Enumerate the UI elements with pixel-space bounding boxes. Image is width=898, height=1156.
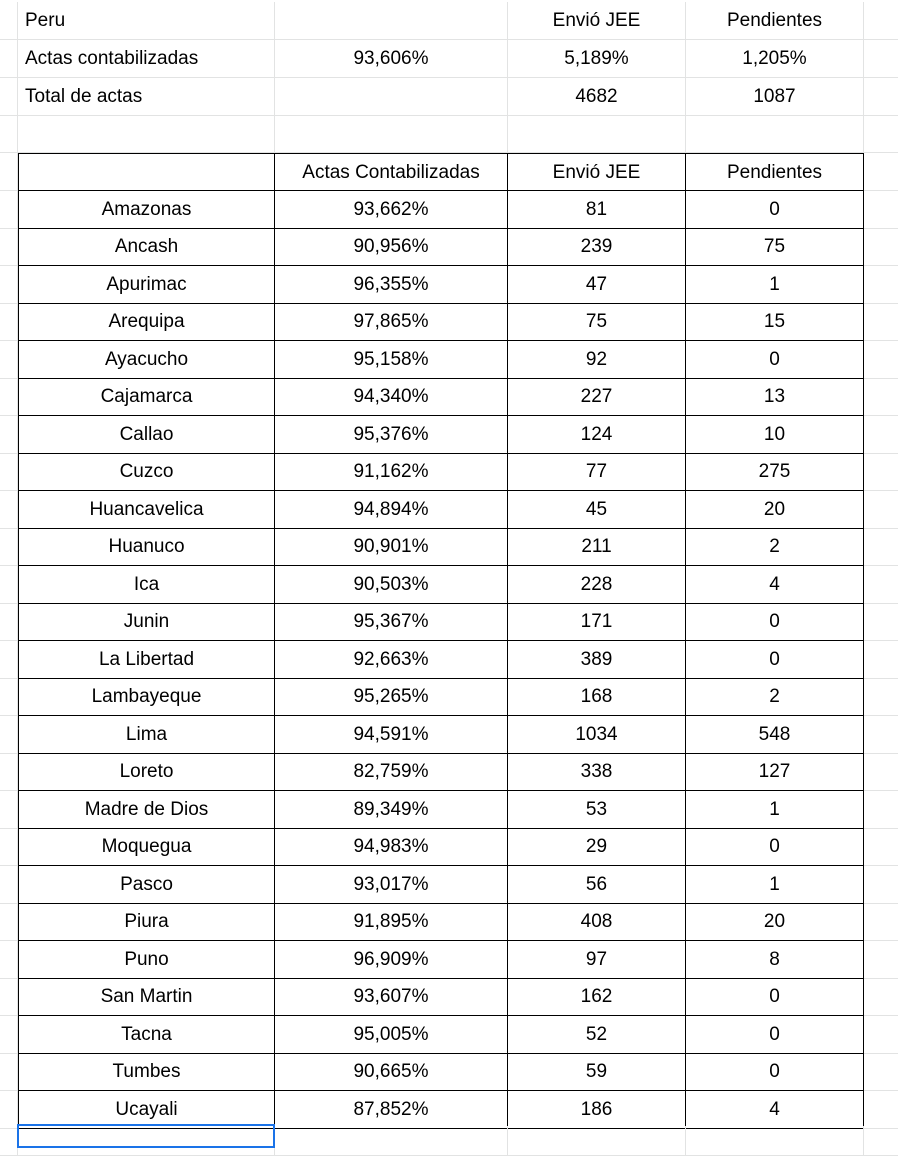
cell[interactable] [0, 1126, 18, 1156]
table-row [0, 641, 898, 679]
cell[interactable] [0, 904, 18, 942]
cell[interactable] [864, 866, 898, 904]
cell-pendientes[interactable]: 0 [686, 1016, 864, 1054]
cell[interactable] [0, 341, 18, 379]
cell-actas-contabilizadas[interactable]: 94,340% [275, 379, 508, 417]
cell-region[interactable]: Puno [18, 941, 275, 979]
cell[interactable] [0, 1054, 18, 1092]
table-row [0, 604, 898, 642]
cell[interactable] [0, 191, 18, 229]
cell-region[interactable]: Loreto [18, 754, 275, 792]
cell[interactable] [864, 1016, 898, 1054]
cell-region[interactable]: Arequipa [18, 304, 275, 342]
table-row [0, 829, 898, 867]
cell-pendientes[interactable]: 0 [686, 979, 864, 1017]
cell-pendientes[interactable]: 0 [686, 191, 864, 229]
cell-total-pct[interactable] [275, 78, 508, 116]
cell[interactable] [864, 791, 898, 829]
table-row [0, 379, 898, 417]
cell-pendientes[interactable]: 20 [686, 491, 864, 529]
cell-actas-contabilizadas[interactable]: 97,865% [275, 304, 508, 342]
cell-envio-jee[interactable]: 162 [508, 979, 686, 1017]
cell-region[interactable]: Ucayali [18, 1091, 275, 1129]
cell[interactable] [864, 1054, 898, 1092]
cell[interactable] [864, 566, 898, 604]
cell-envio-jee[interactable]: 29 [508, 829, 686, 867]
cell-region[interactable]: San Martin [18, 979, 275, 1017]
table-header-row [0, 153, 898, 191]
cell[interactable] [864, 604, 898, 642]
cell-actas-contabilizadas[interactable]: 90,503% [275, 566, 508, 604]
cell[interactable] [864, 229, 898, 267]
cell[interactable] [864, 153, 898, 191]
table-row [0, 941, 898, 979]
table-row [0, 491, 898, 529]
selected-cell[interactable] [18, 1126, 275, 1156]
header-region[interactable] [18, 153, 275, 191]
table-row [0, 791, 898, 829]
cell-actas-contabilizadas[interactable]: 87,852% [275, 1091, 508, 1129]
cell[interactable] [864, 754, 898, 792]
cell-envio-jee[interactable]: 97 [508, 941, 686, 979]
cell-pendientes[interactable]: 0 [686, 641, 864, 679]
cell-actas-contabilizadas[interactable]: 93,607% [275, 979, 508, 1017]
cell-region[interactable]: Lima [18, 716, 275, 754]
cell-envio-jee[interactable]: 53 [508, 791, 686, 829]
cell-envio-jee[interactable]: 56 [508, 866, 686, 904]
cell-region[interactable]: Amazonas [18, 191, 275, 229]
cell[interactable] [0, 1016, 18, 1054]
cell-envio-jee[interactable]: 338 [508, 754, 686, 792]
cell[interactable] [508, 1126, 686, 1156]
cell-actas-contabilizadas[interactable]: 95,005% [275, 1016, 508, 1054]
cell[interactable] [0, 116, 18, 153]
cell[interactable] [0, 679, 18, 717]
cell-pendientes[interactable]: 0 [686, 604, 864, 642]
cell-pendientes[interactable]: 20 [686, 904, 864, 942]
table-row [0, 454, 898, 492]
cell-actas-contabilizadas[interactable]: 89,349% [275, 791, 508, 829]
cell[interactable] [0, 529, 18, 567]
table-row [0, 1054, 898, 1092]
cell[interactable] [508, 116, 686, 153]
cell-actas-contabilizadas[interactable]: 96,355% [275, 266, 508, 304]
cell-actas-label[interactable]: Actas contabilizadas [18, 40, 275, 78]
cell-pendientes[interactable]: 275 [686, 454, 864, 492]
cell-region[interactable]: Madre de Dios [18, 791, 275, 829]
cell-region[interactable]: La Libertad [18, 641, 275, 679]
cell-envio-jee[interactable]: 59 [508, 1054, 686, 1092]
cell-jee-header[interactable]: Envió JEE [508, 2, 686, 40]
table-row [0, 754, 898, 792]
cell-actas-contabilizadas[interactable]: 95,265% [275, 679, 508, 717]
cell[interactable] [0, 641, 18, 679]
cell-pendientes[interactable]: 127 [686, 754, 864, 792]
empty-row [0, 116, 898, 153]
cell[interactable] [864, 2, 898, 40]
cell-pendientes[interactable]: 10 [686, 416, 864, 454]
cell[interactable] [864, 979, 898, 1017]
cell-actas-contabilizadas[interactable]: 92,663% [275, 641, 508, 679]
cell-envio-jee[interactable]: 77 [508, 454, 686, 492]
cell-pendientes[interactable]: 0 [686, 341, 864, 379]
cell-envio-jee[interactable]: 1034 [508, 716, 686, 754]
cell-region[interactable]: Ica [18, 566, 275, 604]
cell-envio-jee[interactable]: 239 [508, 229, 686, 267]
cell-envio-jee[interactable]: 47 [508, 266, 686, 304]
cell-peru-pct[interactable] [275, 2, 508, 40]
cell[interactable] [864, 716, 898, 754]
cell[interactable] [0, 716, 18, 754]
cell[interactable] [686, 116, 864, 153]
cell-pendientes[interactable]: 75 [686, 229, 864, 267]
cell-actas-contabilizadas[interactable]: 82,759% [275, 754, 508, 792]
cell-region[interactable]: Pasco [18, 866, 275, 904]
cell-actas-contabilizadas[interactable]: 94,983% [275, 829, 508, 867]
cell-region[interactable]: Ancash [18, 229, 275, 267]
table-row [0, 566, 898, 604]
cell[interactable] [0, 229, 18, 267]
cell[interactable] [0, 40, 18, 78]
cell-total-label[interactable]: Total de actas [18, 78, 275, 116]
cell[interactable] [0, 941, 18, 979]
cell-actas-contabilizadas[interactable]: 93,017% [275, 866, 508, 904]
cell-pendientes[interactable]: 548 [686, 716, 864, 754]
cell-pendientes[interactable]: 2 [686, 529, 864, 567]
empty-row [0, 1126, 898, 1156]
cell[interactable] [18, 116, 275, 153]
cell-envio-jee[interactable]: 92 [508, 341, 686, 379]
cell-region[interactable]: Huanuco [18, 529, 275, 567]
cell-pendientes-header[interactable]: Pendientes [686, 2, 864, 40]
table-row [0, 866, 898, 904]
cell-actas-contabilizadas[interactable]: 95,376% [275, 416, 508, 454]
table-row [0, 304, 898, 342]
cell-envio-jee[interactable]: 227 [508, 379, 686, 417]
cell[interactable] [864, 941, 898, 979]
cell[interactable] [0, 604, 18, 642]
cell-envio-jee[interactable]: 171 [508, 604, 686, 642]
cell-envio-jee[interactable]: 45 [508, 491, 686, 529]
cell[interactable] [864, 454, 898, 492]
cell-pendientes[interactable]: 13 [686, 379, 864, 417]
cell[interactable] [864, 529, 898, 567]
cell-region[interactable]: Cuzco [18, 454, 275, 492]
cell[interactable] [864, 304, 898, 342]
cell-actas-contabilizadas[interactable]: 95,367% [275, 604, 508, 642]
cell[interactable] [0, 566, 18, 604]
cell-envio-jee[interactable]: 124 [508, 416, 686, 454]
summary-row-total [0, 78, 898, 116]
cell-region[interactable]: Callao [18, 416, 275, 454]
cell-pendientes[interactable]: 2 [686, 679, 864, 717]
cell[interactable] [0, 1091, 18, 1129]
cell-envio-jee[interactable]: 408 [508, 904, 686, 942]
cell[interactable] [0, 866, 18, 904]
table-row [0, 679, 898, 717]
cell[interactable] [275, 116, 508, 153]
cell-actas-contabilizadas[interactable]: 90,956% [275, 229, 508, 267]
cell-total-jee[interactable]: 4682 [508, 78, 686, 116]
table-row [0, 266, 898, 304]
cell-actas-pct[interactable]: 93,606% [275, 40, 508, 78]
cell-region[interactable]: Ayacucho [18, 341, 275, 379]
table-row [0, 904, 898, 942]
cell-actas-jee[interactable]: 5,189% [508, 40, 686, 78]
cell-actas-contabilizadas[interactable]: 91,895% [275, 904, 508, 942]
cell-envio-jee[interactable]: 228 [508, 566, 686, 604]
cell[interactable] [864, 679, 898, 717]
cell-region[interactable]: Tacna [18, 1016, 275, 1054]
summary-row-actas [0, 40, 898, 78]
cell-region[interactable]: Cajamarca [18, 379, 275, 417]
cell[interactable] [864, 40, 898, 78]
table-row [0, 229, 898, 267]
cell[interactable] [864, 416, 898, 454]
table-row [0, 416, 898, 454]
cell[interactable] [0, 2, 18, 40]
cell-region[interactable]: Lambayeque [18, 679, 275, 717]
cell[interactable] [864, 266, 898, 304]
table-row [0, 1091, 898, 1129]
cell-pendientes[interactable]: 15 [686, 304, 864, 342]
cell-region[interactable]: Piura [18, 904, 275, 942]
cell-region[interactable]: Apurimac [18, 266, 275, 304]
cell-pendientes[interactable]: 1 [686, 266, 864, 304]
cell-peru-label[interactable]: Peru [18, 2, 275, 40]
cell-pendientes[interactable]: 4 [686, 566, 864, 604]
header-actas-contabilizadas[interactable]: Actas Contabilizadas [275, 153, 508, 191]
cell-actas-contabilizadas[interactable]: 94,591% [275, 716, 508, 754]
table-row [0, 716, 898, 754]
cell-pendientes[interactable]: 8 [686, 941, 864, 979]
cell[interactable] [0, 791, 18, 829]
cell[interactable] [0, 379, 18, 417]
cell-actas-contabilizadas[interactable]: 90,901% [275, 529, 508, 567]
cell-actas-contabilizadas[interactable]: 96,909% [275, 941, 508, 979]
cell-pendientes[interactable]: 4 [686, 1091, 864, 1129]
table-row [0, 341, 898, 379]
cell-actas-pend[interactable]: 1,205% [686, 40, 864, 78]
cell[interactable] [864, 379, 898, 417]
header-pendientes[interactable]: Pendientes [686, 153, 864, 191]
cell[interactable] [0, 754, 18, 792]
cell-pendientes[interactable]: 1 [686, 866, 864, 904]
cell[interactable] [864, 641, 898, 679]
cell[interactable] [864, 78, 898, 116]
cell-envio-jee[interactable]: 168 [508, 679, 686, 717]
cell-actas-contabilizadas[interactable]: 90,665% [275, 1054, 508, 1092]
cell-region[interactable]: Tumbes [18, 1054, 275, 1092]
table-row [0, 191, 898, 229]
header-envio-jee[interactable]: Envió JEE [508, 153, 686, 191]
cell[interactable] [0, 829, 18, 867]
cell-region[interactable]: Huancavelica [18, 491, 275, 529]
table-row [0, 1016, 898, 1054]
cell[interactable] [864, 341, 898, 379]
cell-actas-contabilizadas[interactable]: 91,162% [275, 454, 508, 492]
cell-region[interactable]: Moquegua [18, 829, 275, 867]
cell-envio-jee[interactable]: 75 [508, 304, 686, 342]
cell[interactable] [0, 454, 18, 492]
cell[interactable] [864, 1091, 898, 1129]
cell-region[interactable]: Junin [18, 604, 275, 642]
cell[interactable] [0, 416, 18, 454]
cell[interactable] [864, 904, 898, 942]
cell-actas-contabilizadas[interactable]: 95,158% [275, 341, 508, 379]
cell-pendientes[interactable]: 1 [686, 791, 864, 829]
table-row [0, 979, 898, 1017]
table-row [0, 529, 898, 567]
cell-actas-contabilizadas[interactable]: 94,894% [275, 491, 508, 529]
cell[interactable] [0, 979, 18, 1017]
cell[interactable] [864, 116, 898, 153]
cell[interactable] [864, 191, 898, 229]
cell-envio-jee[interactable]: 389 [508, 641, 686, 679]
cell-envio-jee[interactable]: 52 [508, 1016, 686, 1054]
cell-total-pend[interactable]: 1087 [686, 78, 864, 116]
summary-row-peru [0, 2, 898, 40]
cell[interactable] [0, 304, 18, 342]
cell[interactable] [864, 1126, 898, 1156]
cell[interactable] [864, 829, 898, 867]
cell[interactable] [0, 78, 18, 116]
cell-actas-contabilizadas[interactable]: 93,662% [275, 191, 508, 229]
cell-envio-jee[interactable]: 81 [508, 191, 686, 229]
cell[interactable] [864, 491, 898, 529]
cell[interactable] [0, 266, 18, 304]
cell-envio-jee[interactable]: 186 [508, 1091, 686, 1129]
cell-pendientes[interactable]: 0 [686, 829, 864, 867]
cell-envio-jee[interactable]: 211 [508, 529, 686, 567]
cell[interactable] [0, 491, 18, 529]
cell[interactable] [275, 1126, 508, 1156]
cell[interactable] [686, 1126, 864, 1156]
cell[interactable] [0, 153, 18, 191]
cell-pendientes[interactable]: 0 [686, 1054, 864, 1092]
